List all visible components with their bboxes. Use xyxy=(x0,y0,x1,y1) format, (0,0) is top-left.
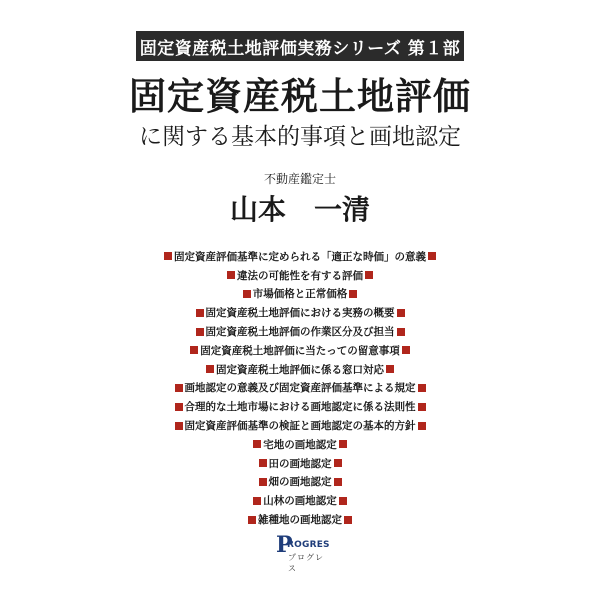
topic-item xyxy=(0,341,600,360)
topic-text: 固定資産評価基準に定められる「適正な時価」の意義 xyxy=(174,250,426,263)
bullet-square-icon xyxy=(253,497,261,505)
bullet-square-icon xyxy=(339,497,347,505)
bullet-square-icon xyxy=(243,290,251,298)
bullet-square-icon xyxy=(397,328,405,336)
topic-text: 宅地の画地認定 xyxy=(263,438,337,451)
book-title: 固定資産税土地評価 xyxy=(129,75,471,118)
bullet-square-icon xyxy=(418,384,426,392)
author-name: 山本 一清 xyxy=(229,193,370,226)
bullet-square-icon xyxy=(339,440,347,448)
bullet-square-icon xyxy=(259,478,267,486)
topic-item xyxy=(0,510,600,529)
topic-text: 固定資産税土地評価に当たっての留意事項 xyxy=(200,344,400,357)
bullet-square-icon xyxy=(175,422,183,430)
topic-text: 田の画地認定 xyxy=(268,457,332,470)
topic-item xyxy=(0,322,600,341)
topic-text: 固定資産税土地評価に係る窓口対応 xyxy=(216,363,384,376)
topic-text: 画地認定の意義及び固定資産評価基準による規定 xyxy=(184,382,416,395)
bullet-square-icon xyxy=(397,309,405,317)
bullet-square-icon xyxy=(259,459,267,467)
bullet-square-icon xyxy=(253,440,261,448)
topic-item xyxy=(0,454,600,473)
topic-text: 市場価格と正常価格 xyxy=(252,288,348,301)
book-subtitle: に関する基本的事項と画地認定 xyxy=(139,124,461,150)
bullet-square-icon xyxy=(402,346,410,354)
topic-item xyxy=(0,435,600,454)
bullet-square-icon xyxy=(428,252,436,260)
topic-item xyxy=(0,491,600,510)
topic-item xyxy=(0,397,600,416)
publisher-logo-kana: プログレス xyxy=(288,553,324,573)
bullet-square-icon xyxy=(196,328,204,336)
bullet-square-icon xyxy=(164,252,172,260)
bullet-square-icon xyxy=(248,516,256,524)
bullet-square-icon xyxy=(344,516,352,524)
bullet-square-icon xyxy=(349,290,357,298)
bullet-square-icon xyxy=(386,365,394,373)
topic-item xyxy=(0,379,600,398)
bullet-square-icon xyxy=(418,403,426,411)
bullet-square-icon xyxy=(227,271,235,279)
topic-text: 固定資産評価基準の検証と画地認定の基本的方針 xyxy=(184,420,416,433)
bullet-square-icon xyxy=(206,365,214,373)
author-role: 不動産鑑定士 xyxy=(263,172,336,186)
topic-text: 雑種地の画地認定 xyxy=(258,514,342,527)
topic-text: 合理的な土地市場における画地認定に係る法則性 xyxy=(184,401,416,414)
topic-text: 固定資産税土地評価の作業区分及び担当 xyxy=(205,326,395,339)
bullet-square-icon xyxy=(196,309,204,317)
topic-text: 山林の画地認定 xyxy=(263,495,337,508)
publisher-logo-word: ROGRES xyxy=(287,540,330,550)
topic-text: 違法の可能性を有する評価 xyxy=(237,269,363,282)
bullet-square-icon xyxy=(175,384,183,392)
bullet-square-icon xyxy=(418,422,426,430)
series-banner: 固定資産税土地評価実務シリーズ 第１部 xyxy=(136,31,464,61)
bullet-square-icon xyxy=(190,346,198,354)
topic-list xyxy=(0,247,600,529)
topic-text: 固定資産税土地評価における実務の概要 xyxy=(205,307,395,320)
topic-text: 畑の画地認定 xyxy=(268,476,332,489)
bullet-square-icon xyxy=(175,403,183,411)
topic-item xyxy=(0,266,600,285)
bullet-square-icon xyxy=(365,271,373,279)
bullet-square-icon xyxy=(334,459,342,467)
topic-item xyxy=(0,473,600,492)
topic-item xyxy=(0,303,600,322)
bullet-square-icon xyxy=(334,478,342,486)
publisher-logo-mark: P xyxy=(276,532,293,558)
topic-item xyxy=(0,247,600,266)
topic-item xyxy=(0,285,600,304)
publisher-logo xyxy=(276,528,332,573)
topic-item xyxy=(0,360,600,379)
topic-item xyxy=(0,416,600,435)
